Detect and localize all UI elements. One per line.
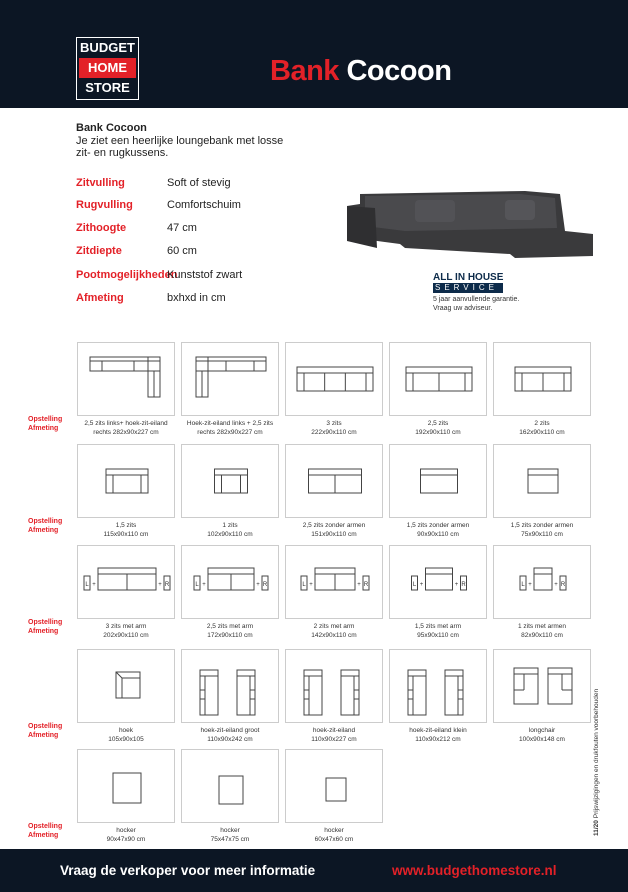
product-name: Bank Cocoon — [76, 122, 147, 134]
configuration-diagram — [285, 342, 383, 416]
h75-icon — [182, 750, 280, 824]
configuration-diagram — [493, 545, 591, 619]
config-name: 3 zits met arm — [105, 623, 147, 630]
configuration-caption — [279, 622, 389, 640]
spec-label: Pootmogelijkheden — [76, 269, 178, 281]
config-dimensions: 100x90x148 cm — [519, 736, 565, 743]
logo-text: STORE — [85, 80, 130, 95]
sofa2-icon — [494, 343, 592, 417]
corner-right-icon — [78, 343, 176, 417]
intro — [76, 122, 283, 160]
configuration-caption — [383, 622, 493, 640]
configuration-diagram — [285, 545, 383, 619]
config-name: hoek-zit-eiland klein — [409, 727, 467, 734]
config-dimensions: rechts 282x90x227 cm — [197, 429, 263, 436]
h90-icon — [78, 750, 176, 824]
logo-text: HOME — [79, 58, 136, 78]
service-text — [433, 295, 519, 313]
sofa3-icon — [286, 343, 384, 417]
config-dimensions: 105x90x105 — [108, 736, 144, 743]
eiland-icon — [182, 650, 280, 724]
configuration-diagram — [493, 342, 591, 416]
configuration-diagram — [389, 444, 487, 518]
configuration-caption — [175, 521, 285, 539]
row-label — [28, 822, 62, 840]
page-number: 11/20 — [593, 820, 600, 836]
service-logo — [433, 273, 503, 293]
row-label-opstelling: Opstelling — [28, 518, 63, 525]
spec-value: Comfortschuim — [167, 199, 241, 211]
svg-text:+: + — [256, 582, 260, 588]
row-label-opstelling: Opstelling — [28, 723, 63, 730]
row-label-afmeting: Afmeting — [28, 732, 59, 739]
sofa-image — [345, 186, 595, 266]
configuration-diagram — [181, 749, 279, 823]
spec-row — [76, 199, 241, 211]
row-label-afmeting: Afmeting — [28, 527, 59, 534]
config-name: 1,5 zits zonder armen — [406, 522, 470, 529]
row-label-opstelling: Opstelling — [28, 619, 63, 626]
svg-text:L: L — [302, 582, 306, 588]
s15-icon — [78, 445, 176, 519]
description: zit- en rugkussens. — [76, 147, 169, 159]
svg-text:+: + — [554, 582, 558, 588]
config-dimensions: 162x90x110 cm — [519, 429, 565, 436]
config-dimensions: 75x90x110 cm — [521, 531, 563, 538]
config-dimensions: 110x90x242 cm — [207, 736, 253, 743]
row-label-afmeting: Afmeting — [28, 832, 59, 839]
svg-text:+: + — [454, 582, 459, 588]
h60-icon — [286, 750, 384, 824]
config-dimensions: 115x90x110 cm — [103, 531, 149, 538]
spec-label: Zitvulling — [76, 177, 125, 189]
row-label — [28, 415, 62, 433]
configuration-caption — [175, 419, 285, 437]
logo[interactable] — [76, 37, 139, 100]
configuration-diagram — [285, 749, 383, 823]
configuration-caption — [487, 726, 597, 744]
configuration-diagram — [285, 649, 383, 723]
na15-icon — [390, 445, 488, 519]
page-title — [270, 55, 451, 88]
arm1-icon — [494, 546, 592, 620]
config-dimensions: 60x47x60 cm — [314, 836, 354, 843]
spec-row — [76, 292, 226, 304]
config-dimensions: 151x90x110 cm — [311, 531, 357, 538]
config-dimensions: 102x90x110 cm — [207, 531, 253, 538]
config-name: hoek — [118, 727, 134, 734]
svg-text:R: R — [262, 582, 268, 588]
config-name: 2,5 zits zonder armen — [302, 522, 366, 529]
svg-text:L: L — [412, 582, 417, 588]
configuration-caption — [71, 521, 181, 539]
config-dimensions: rechts 282x90x227 cm — [93, 429, 159, 436]
configuration-caption — [71, 726, 181, 744]
arm25-icon — [182, 546, 280, 620]
configuration-caption — [175, 726, 285, 744]
eiland-icon — [286, 650, 384, 724]
config-dimensions: 75x47x75 cm — [210, 836, 250, 843]
config-dimensions: 222x90x110 cm — [311, 429, 357, 436]
svg-text:+: + — [419, 582, 424, 588]
spec-row — [76, 269, 242, 281]
title-white: Cocoon — [346, 55, 452, 87]
header — [0, 0, 628, 108]
spec-label: Zitdiepte — [76, 245, 122, 257]
configuration-diagram — [181, 545, 279, 619]
config-name: hocker — [116, 827, 136, 834]
config-dimensions: 110x90x212 cm — [415, 736, 461, 743]
config-name: 1,5 zits — [115, 522, 137, 529]
spec-label: Rugvulling — [76, 199, 133, 211]
config-dimensions: 202x90x110 cm — [103, 632, 149, 639]
configuration-caption — [383, 726, 493, 744]
svg-text:R: R — [164, 582, 170, 588]
config-name: hocker — [220, 827, 240, 834]
config-name: 1 zits met armen — [517, 623, 567, 630]
sofa25-icon — [390, 343, 488, 417]
spec-row — [76, 177, 231, 189]
svg-text:L: L — [195, 582, 199, 588]
configuration-caption — [487, 419, 597, 437]
config-name: 1 zits — [222, 522, 238, 529]
config-name: 2 zits — [534, 420, 550, 427]
config-name: 1,5 zits met arm — [414, 623, 462, 630]
arm3-icon — [78, 546, 176, 620]
configuration-caption — [71, 622, 181, 640]
configuration-caption — [279, 826, 389, 844]
na25-icon — [286, 445, 384, 519]
spec-label: Zithoogte — [76, 222, 127, 234]
config-name: longchair — [528, 727, 556, 734]
description: Je ziet een heerlijke loungebank met losse — [76, 134, 284, 147]
configuration-caption — [279, 726, 389, 744]
longchair-icon — [494, 650, 592, 724]
svg-text:R: R — [560, 582, 566, 588]
config-dimensions: 90x47x90 cm — [106, 836, 146, 843]
configuration-diagram — [77, 342, 175, 416]
config-dimensions: 142x90x110 cm — [311, 632, 357, 639]
footer-text: Vraag de verkoper voor meer informatie — [60, 863, 316, 878]
website-link[interactable]: www.budgethomestore.nl — [392, 863, 557, 878]
service-line: 5 jaar aanvullende garantie. — [433, 296, 520, 303]
arm2-icon — [286, 546, 384, 620]
config-dimensions: 82x90x110 cm — [521, 632, 563, 639]
config-name: hoek-zit-eiland groot — [200, 727, 260, 734]
disclaimer: Prijswijzigingen en drukfouten voorbehouden — [593, 688, 600, 819]
configuration-caption — [487, 521, 597, 539]
configuration-caption — [487, 622, 597, 640]
config-name: 2,5 zits met arm — [206, 623, 254, 630]
configuration-caption — [383, 521, 493, 539]
s1-icon — [182, 445, 280, 519]
logo-text: BUDGET — [80, 40, 135, 55]
configuration-diagram — [389, 545, 487, 619]
arm15-icon — [390, 546, 488, 620]
configuration-caption — [175, 622, 285, 640]
configuration-diagram — [389, 649, 487, 723]
spec-value: 60 cm — [167, 245, 197, 257]
row-label-opstelling: Opstelling — [28, 823, 63, 830]
corner-left-icon — [182, 343, 280, 417]
configuration-diagram — [285, 444, 383, 518]
config-dimensions: 192x90x110 cm — [415, 429, 461, 436]
row-label — [28, 618, 62, 636]
configuration-caption — [71, 826, 181, 844]
config-name: 2 zits met arm — [313, 623, 355, 630]
svg-text:+: + — [309, 582, 313, 588]
config-name: 3 zits — [326, 420, 342, 427]
svg-text:+: + — [528, 582, 532, 588]
configuration-diagram — [493, 649, 591, 723]
configuration-caption — [71, 419, 181, 437]
spec-row — [76, 222, 197, 234]
configuration-caption — [279, 419, 389, 437]
spec-value: bxhxd in cm — [167, 292, 226, 304]
configuration-caption — [175, 826, 285, 844]
spec-value: 47 cm — [167, 222, 197, 234]
service-line: Vraag uw adviseur. — [433, 305, 493, 312]
hoek-icon — [78, 650, 176, 724]
configuration-caption — [279, 521, 389, 539]
svg-text:+: + — [158, 582, 162, 588]
row-label — [28, 517, 62, 535]
config-dimensions: 95x90x110 cm — [417, 632, 459, 639]
row-label-afmeting: Afmeting — [28, 628, 59, 635]
configuration-diagram — [77, 749, 175, 823]
side-note — [593, 676, 600, 836]
svg-text:L: L — [85, 582, 89, 588]
configuration-diagram — [181, 342, 279, 416]
config-name: hocker — [324, 827, 344, 834]
row-label-afmeting: Afmeting — [28, 425, 59, 432]
footer — [0, 849, 628, 892]
spec-value: Kunststof zwart — [167, 269, 243, 281]
service-logo-bottom: SERVICE — [433, 283, 503, 293]
configuration-diagram — [77, 444, 175, 518]
config-dimensions: 90x90x110 cm — [417, 531, 459, 538]
row-label — [28, 722, 62, 740]
svg-text:+: + — [357, 582, 361, 588]
configuration-diagram — [77, 649, 175, 723]
svg-text:L: L — [521, 582, 525, 588]
na1-icon — [494, 445, 592, 519]
spec-value: Soft of stevig — [167, 177, 231, 189]
svg-text:R: R — [461, 582, 466, 588]
configuration-diagram — [181, 444, 279, 518]
service-logo-top: ALL IN HOUSE — [433, 272, 504, 283]
row-label-opstelling: Opstelling — [28, 416, 63, 423]
config-name: hoek-zit-eiland — [312, 727, 356, 734]
config-dimensions: 172x90x110 cm — [207, 632, 253, 639]
svg-text:R: R — [363, 582, 369, 588]
config-name: 2,5 zits links+ hoek-zit-eiland — [84, 420, 168, 427]
configuration-diagram — [389, 342, 487, 416]
spec-label: Afmeting — [76, 292, 124, 304]
config-name: 1,5 zits zonder armen — [510, 522, 574, 529]
config-name: Hoek-zit-eiland links + 2,5 zits — [186, 420, 274, 427]
config-dimensions: 110x90x227 cm — [311, 736, 357, 743]
configuration-diagram — [493, 444, 591, 518]
config-name: 2,5 zits — [427, 420, 449, 427]
configuration-caption — [383, 419, 493, 437]
configuration-diagram — [181, 649, 279, 723]
svg-text:+: + — [202, 582, 206, 588]
svg-text:+: + — [92, 582, 96, 588]
spec-row — [76, 245, 197, 257]
eiland-icon — [390, 650, 488, 724]
title-red: Bank — [270, 55, 339, 87]
configuration-diagram — [77, 545, 175, 619]
